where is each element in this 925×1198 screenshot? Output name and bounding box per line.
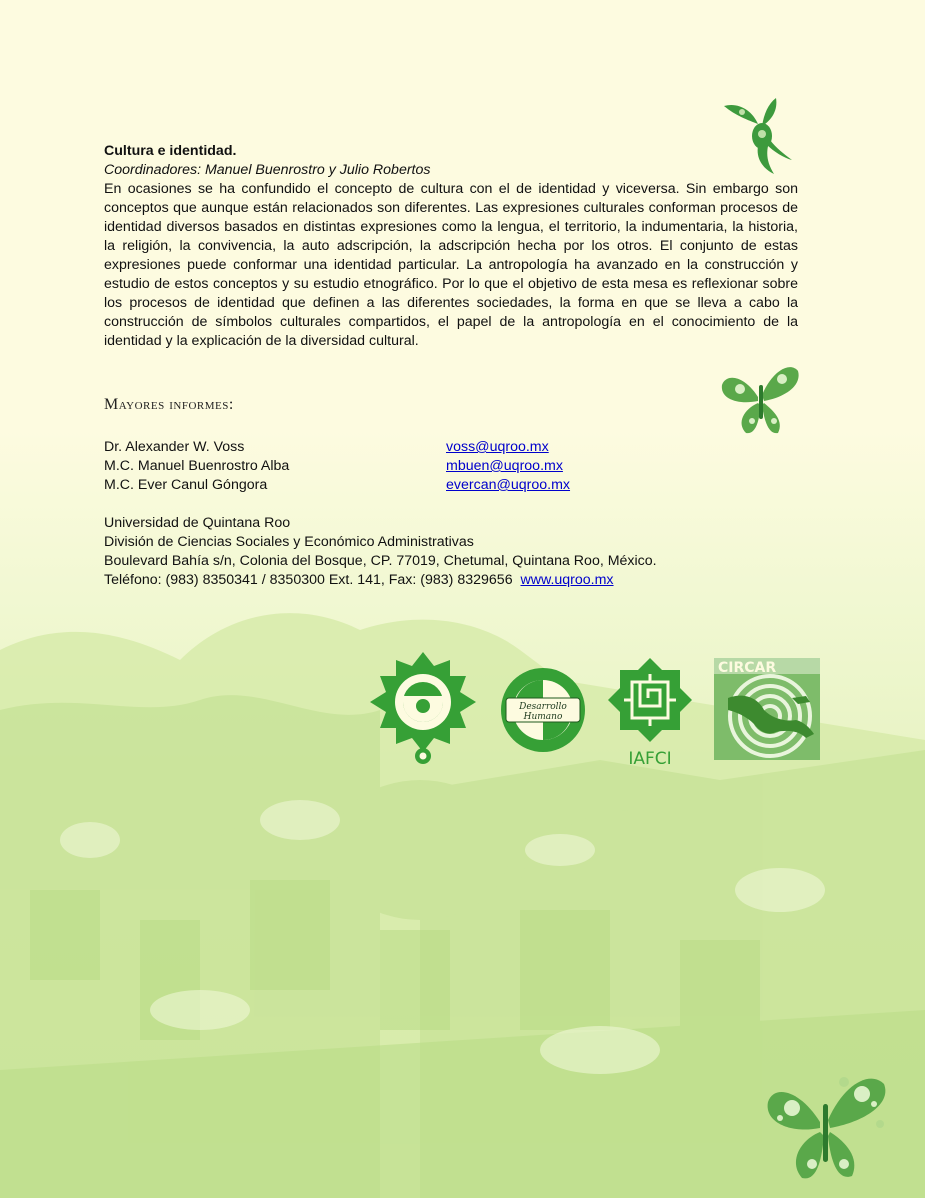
article-coordinators: Coordinadores: Manuel Buenrostro y Julio Robertos	[104, 162, 431, 178]
iafci-logo	[604, 656, 696, 768]
address-division: División de Ciencias Sociales y Económico Administrativas	[104, 534, 474, 550]
address-block	[104, 514, 804, 590]
contact-name: Dr. Alexander W. Voss	[104, 439, 245, 455]
logo-desarrollo-line1: Desarrollo	[519, 702, 567, 712]
butterfly-icon	[760, 1060, 892, 1192]
address-phone-line	[104, 571, 804, 590]
address-street: Boulevard Bahía s/n, Colonia del Bosque, CP. 77019, Chetumal, Quintana Roo, México.	[104, 553, 657, 569]
desarrollo-humano-logo	[500, 660, 586, 760]
contact-email-link[interactable]: evercan@uqroo.mx	[446, 477, 571, 493]
butterfly-icon	[718, 355, 802, 437]
glyph-emblem-logo	[370, 652, 476, 766]
logo-desarrollo-line2: Humano	[523, 712, 563, 722]
section-heading-mayores-informes: Mayores informes:	[104, 396, 234, 413]
article-body: En ocasiones se ha confundido el concepto de cultura con el de identidad y viceversa. Sin embargo son conceptos que aunque están relacionados son diferentes. Las expresiones culturales conforman procesos de identidad diversos basados en distintas expresiones como la lengua, el territorio, la indumentaria, la historia, la religión, la convivencia, la auto adscripción, la adscripción hecha por los otros. El conjunto de estas expresiones puede conformar una identidad particular. La antropología ha avanzado en la construcción y estudio de estos conceptos y su estudio etnográfico. Por lo que el objetivo de esta mesa es reflexionar sobre los procesos de identidad que definen a las diferentes sociedades, la forma en que se lleva a cabo la construcción de símbolos culturales compartidos, el papel de la antropología en el conocimiento de la identidad y la explicación de la diversidad cultural.	[104, 181, 798, 349]
address-phone: Teléfono: (983) 8350341 / 8350300 Ext. 141, Fax: (983) 8329656	[104, 572, 513, 588]
contacts-list	[104, 438, 664, 495]
address-university: Universidad de Quintana Roo	[104, 515, 291, 531]
contact-email-link[interactable]: voss@uqroo.mx	[446, 439, 549, 455]
contact-row	[104, 476, 664, 495]
contact-row	[104, 457, 664, 476]
website-link[interactable]: www.uqroo.mx	[520, 572, 614, 588]
logo-circar-text: CIRCAR	[718, 660, 777, 676]
article	[104, 142, 798, 351]
contact-row	[104, 438, 664, 457]
contact-name: M.C. Manuel Buenrostro Alba	[104, 458, 290, 474]
logo-iafci-text: IAFCI	[628, 749, 672, 768]
circar-logo	[714, 658, 820, 760]
article-title: Cultura e identidad.	[104, 143, 237, 159]
contact-email-link[interactable]: mbuen@uqroo.mx	[446, 458, 563, 474]
contact-name: M.C. Ever Canul Góngora	[104, 477, 268, 493]
